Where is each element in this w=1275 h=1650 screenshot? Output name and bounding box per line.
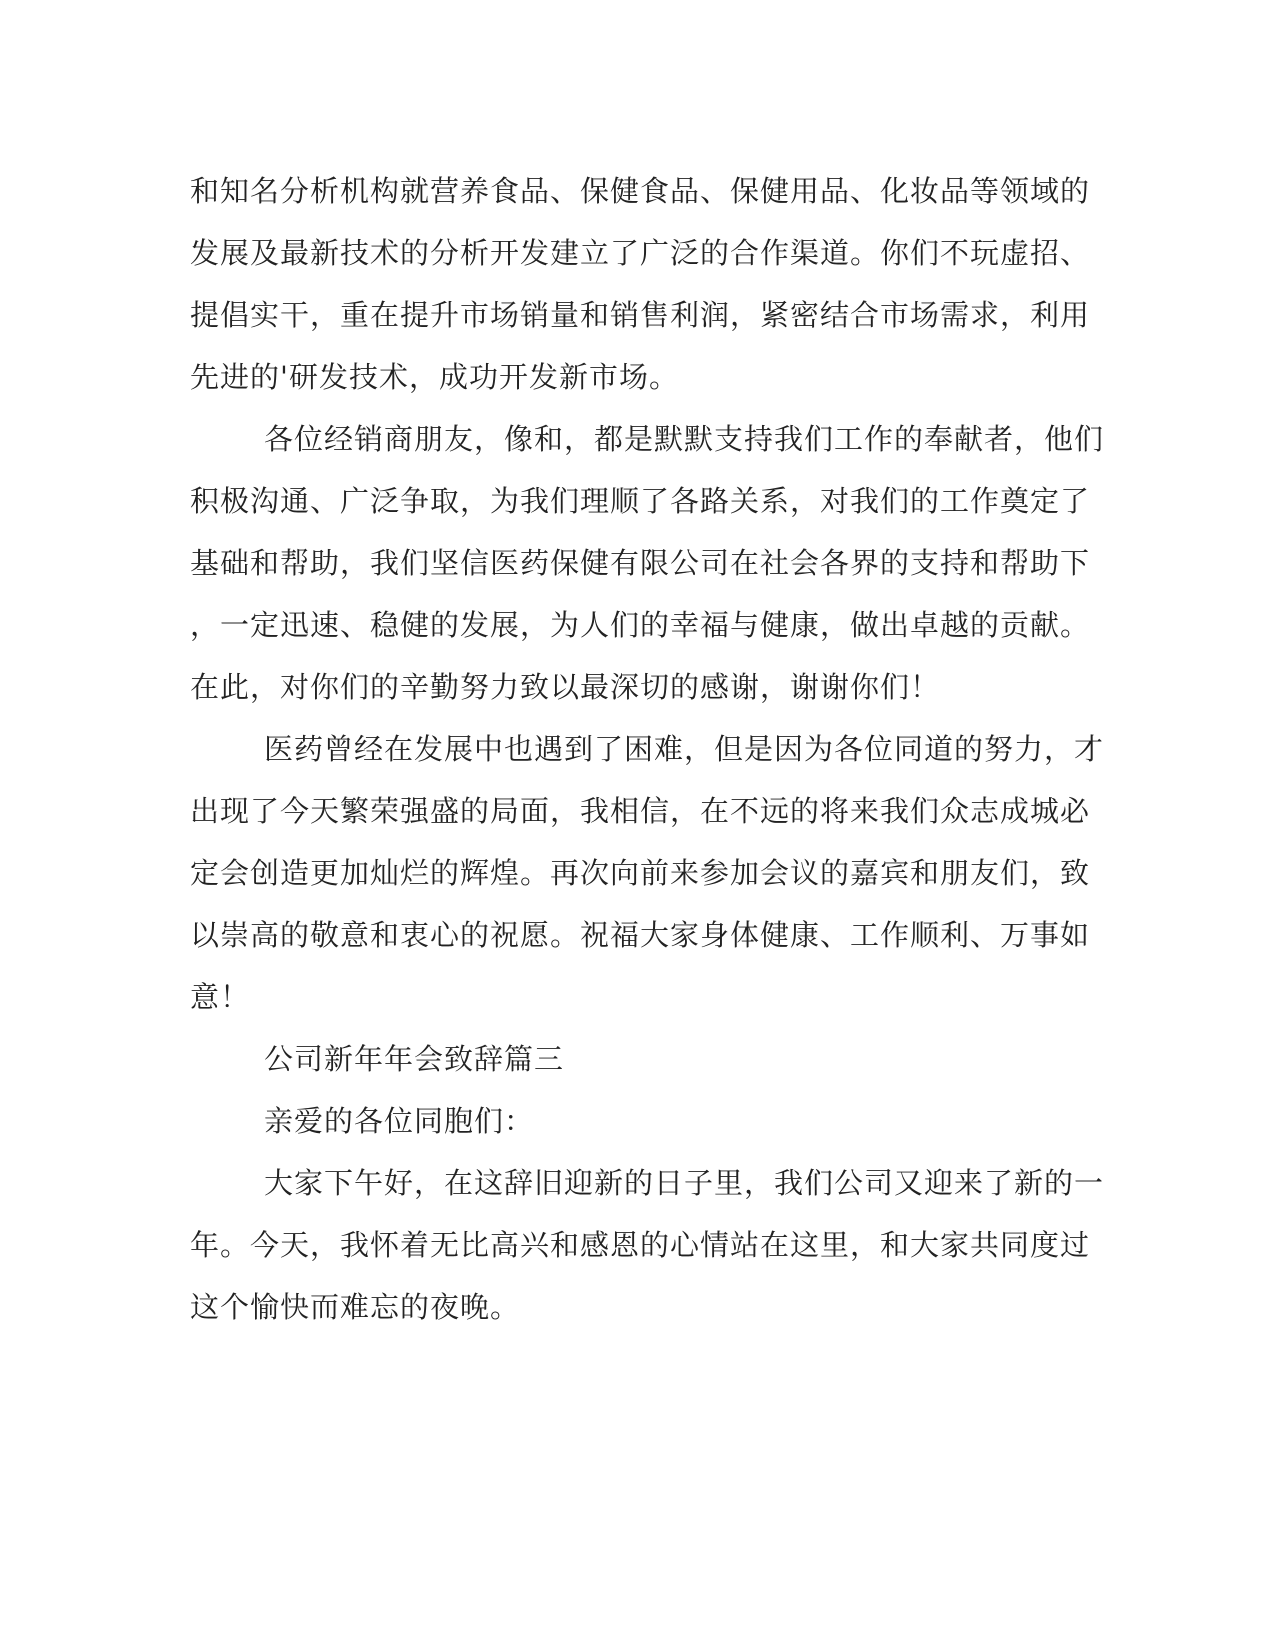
text-line: 年。今天，我怀着无比高兴和感恩的心情站在这里，和大家共同度过 <box>190 1228 1091 1262</box>
text-line: 积极沟通、广泛争取，为我们理顺了各路关系，对我们的工作奠定了 <box>190 484 1091 518</box>
text-line: 各位经销商朋友，像和，都是默默支持我们工作的奉献者，他们 <box>264 422 1105 456</box>
text-line: 发展及最新技术的分析开发建立了广泛的合作渠道。你们不玩虚招、 <box>190 236 1091 270</box>
text-line: 以崇高的敬意和衷心的祝愿。祝福大家身体健康、工作顺利、万事如 <box>190 918 1091 952</box>
section-heading: 公司新年年会致辞篇三 <box>264 1042 565 1076</box>
text-line: 意！ <box>190 980 251 1014</box>
document-body <box>190 160 1105 1338</box>
text-line: 基础和帮助，我们坚信医药保健有限公司在社会各界的支持和帮助下 <box>190 546 1091 580</box>
text-line: 出现了今天繁荣强盛的局面，我相信，在不远的将来我们众志成城必 <box>190 794 1091 828</box>
text-line: 定会创造更加灿烂的辉煌。再次向前来参加会议的嘉宾和朋友们，致 <box>190 856 1091 890</box>
salutation: 亲爱的各位同胞们： <box>264 1104 535 1138</box>
text-line: ，一定迅速、稳健的发展，为人们的幸福与健康，做出卓越的贡献。 <box>190 608 1091 642</box>
text-line: 医药曾经在发展中也遇到了困难，但是因为各位同道的努力，才 <box>264 732 1105 766</box>
text-line: 和知名分析机构就营养食品、保健食品、保健用品、化妆品等领域的 <box>190 174 1091 208</box>
text-line: 在此，对你们的辛勤努力致以最深切的感谢，谢谢你们！ <box>190 670 941 704</box>
text-line: 先进的'研发技术，成功开发新市场。 <box>190 360 679 394</box>
text-line: 这个愉快而难忘的夜晚。 <box>190 1290 521 1324</box>
text-line: 大家下午好，在这辞旧迎新的日子里，我们公司又迎来了新的一 <box>264 1166 1105 1200</box>
text-line: 提倡实干，重在提升市场销量和销售利润，紧密结合市场需求，利用 <box>190 298 1091 332</box>
